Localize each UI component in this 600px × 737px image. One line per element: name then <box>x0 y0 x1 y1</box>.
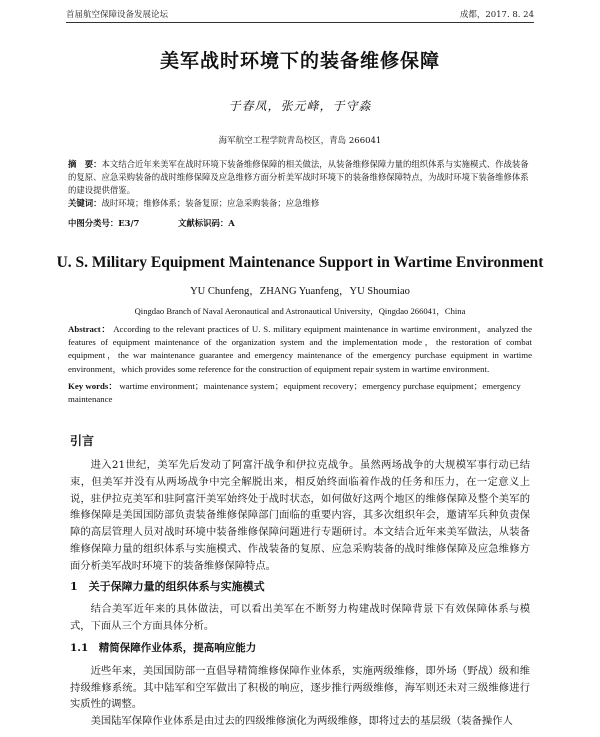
header-journal: 首届航空保障设备发展论坛 <box>66 10 169 20</box>
authors: 于春凤，张元峰，于守淼 <box>228 99 372 113</box>
section-1-1-heading: 1.1 精简保障作业体系，提高响应能力 <box>70 642 257 654</box>
section-1-heading: 1 关于保障力量的组织体系与实施模式 <box>70 580 265 593</box>
abstract-en-label: Abstract： <box>68 324 111 334</box>
keywords-en-text: wartime environment；maintenance system；equipment recovery；emergency purchase equipment；emergency maintenance <box>68 381 521 405</box>
section-1-1-paragraph-2: 美国陆军保障作业体系是由过去的四级维修演化为两级维修，即将过去的基层级（装备操作人 <box>90 715 513 727</box>
keywords-en-label: Key words： <box>68 381 118 391</box>
authors-en: YU Chunfeng，ZHANG Yuanfeng，YU Shoumiao <box>190 286 410 297</box>
title-en: U. S. Military Equipment Maintenance Support in Wartime Environment <box>56 254 544 271</box>
abstract-en <box>68 323 532 376</box>
intro-heading: 引言 <box>70 434 95 448</box>
abstract-cn-text: 本文结合近年来美军在战时环境下装备维修保障的相关做法，从装备维修保障力量的组织体系与实施模式、作战装备的复原、应急采购装备的战时维修保障及应急维修方面分析美军战时环境下的装备维修保障特点，为战时环境下装备维修体系的建设提供借鉴。 <box>68 159 529 195</box>
abstract-en-text: According to the relevant practices of U. S. military equipment maintenance in wartime environment，analyzed the features of equipment maintenance of the organization system and the implementation mode，the restoration of combat equipment，the war maintenance guarantee and emergency maintenance of the emergency purchase equipment in wartime environment，which provides some reference for the construction of equipment repair system in wartime environment. <box>68 324 532 374</box>
section-1-1-paragraph-1: 近些年来，美国国防部一直倡导精简维修保障作业体系，实施两级维修，即外场（野战）级和维持级维修系统。其中陆军和空军做出了积极的响应，逐步推行两级维修，海军则还未对三级维修进行实质性的调整。 <box>70 665 530 710</box>
keywords-cn-label: 关键词： <box>68 198 102 208</box>
abstract-cn <box>68 158 532 210</box>
affiliation: 海军航空工程学院青岛校区，青岛 266041 <box>218 136 382 146</box>
keywords-en <box>68 380 532 406</box>
intro-paragraph: 进入21世纪，美军先后发动了阿富汗战争和伊拉克战争。虽然两场战争的大规模军事行动已结束，但美军并没有从两场战争中完全解脱出来，相反始终面临着作战的任务和压力，在一定意义上说，驻伊拉克美军和驻阿富汗美军始终处于战时状态，如何做好这两个地区的维修保障及整个美军的维修保障是美国国防部负责装备维修保障部门面临的重要内容，其多次组织年会，邀请军兵种负责保障的高层管理人员对战时环境中装备维修保障问题进行专题研讨。本文结合近年来美军做法，从装备维修保障力量的组织体系与实施模式、作战装备的复原、应急采购装备的战时维修保障及应急维修方面分析美军战时环境下的装备维修保障特点。 <box>70 459 530 572</box>
doc-value: A <box>228 218 235 228</box>
clc-value: E3/7 <box>118 218 140 228</box>
running-header <box>66 6 534 23</box>
keywords-cn-text: 战时环境；维修体系；装备复原；应急采购装备；应急维修 <box>101 198 320 208</box>
abstract-cn-label: 摘 要： <box>68 159 102 169</box>
section-1-paragraph: 结合美军近年来的具体做法，可以看出美军在不断努力构建战时保障背景下有效保障体系与模式，下面从三个方面具体分析。 <box>70 603 530 632</box>
clc-label: 中图分类号： <box>68 218 119 228</box>
affiliation-en: Qingdao Branch of Naval Aeronautical and Astronautical University，Qingdao 266041，China <box>134 306 466 316</box>
header-date: 成都，2017. 8. 24 <box>459 10 534 20</box>
paper-title: 美军战时环境下的装备维修保障 <box>159 50 440 72</box>
classification <box>68 217 235 229</box>
doc-label: 文献标识码： <box>178 218 229 228</box>
